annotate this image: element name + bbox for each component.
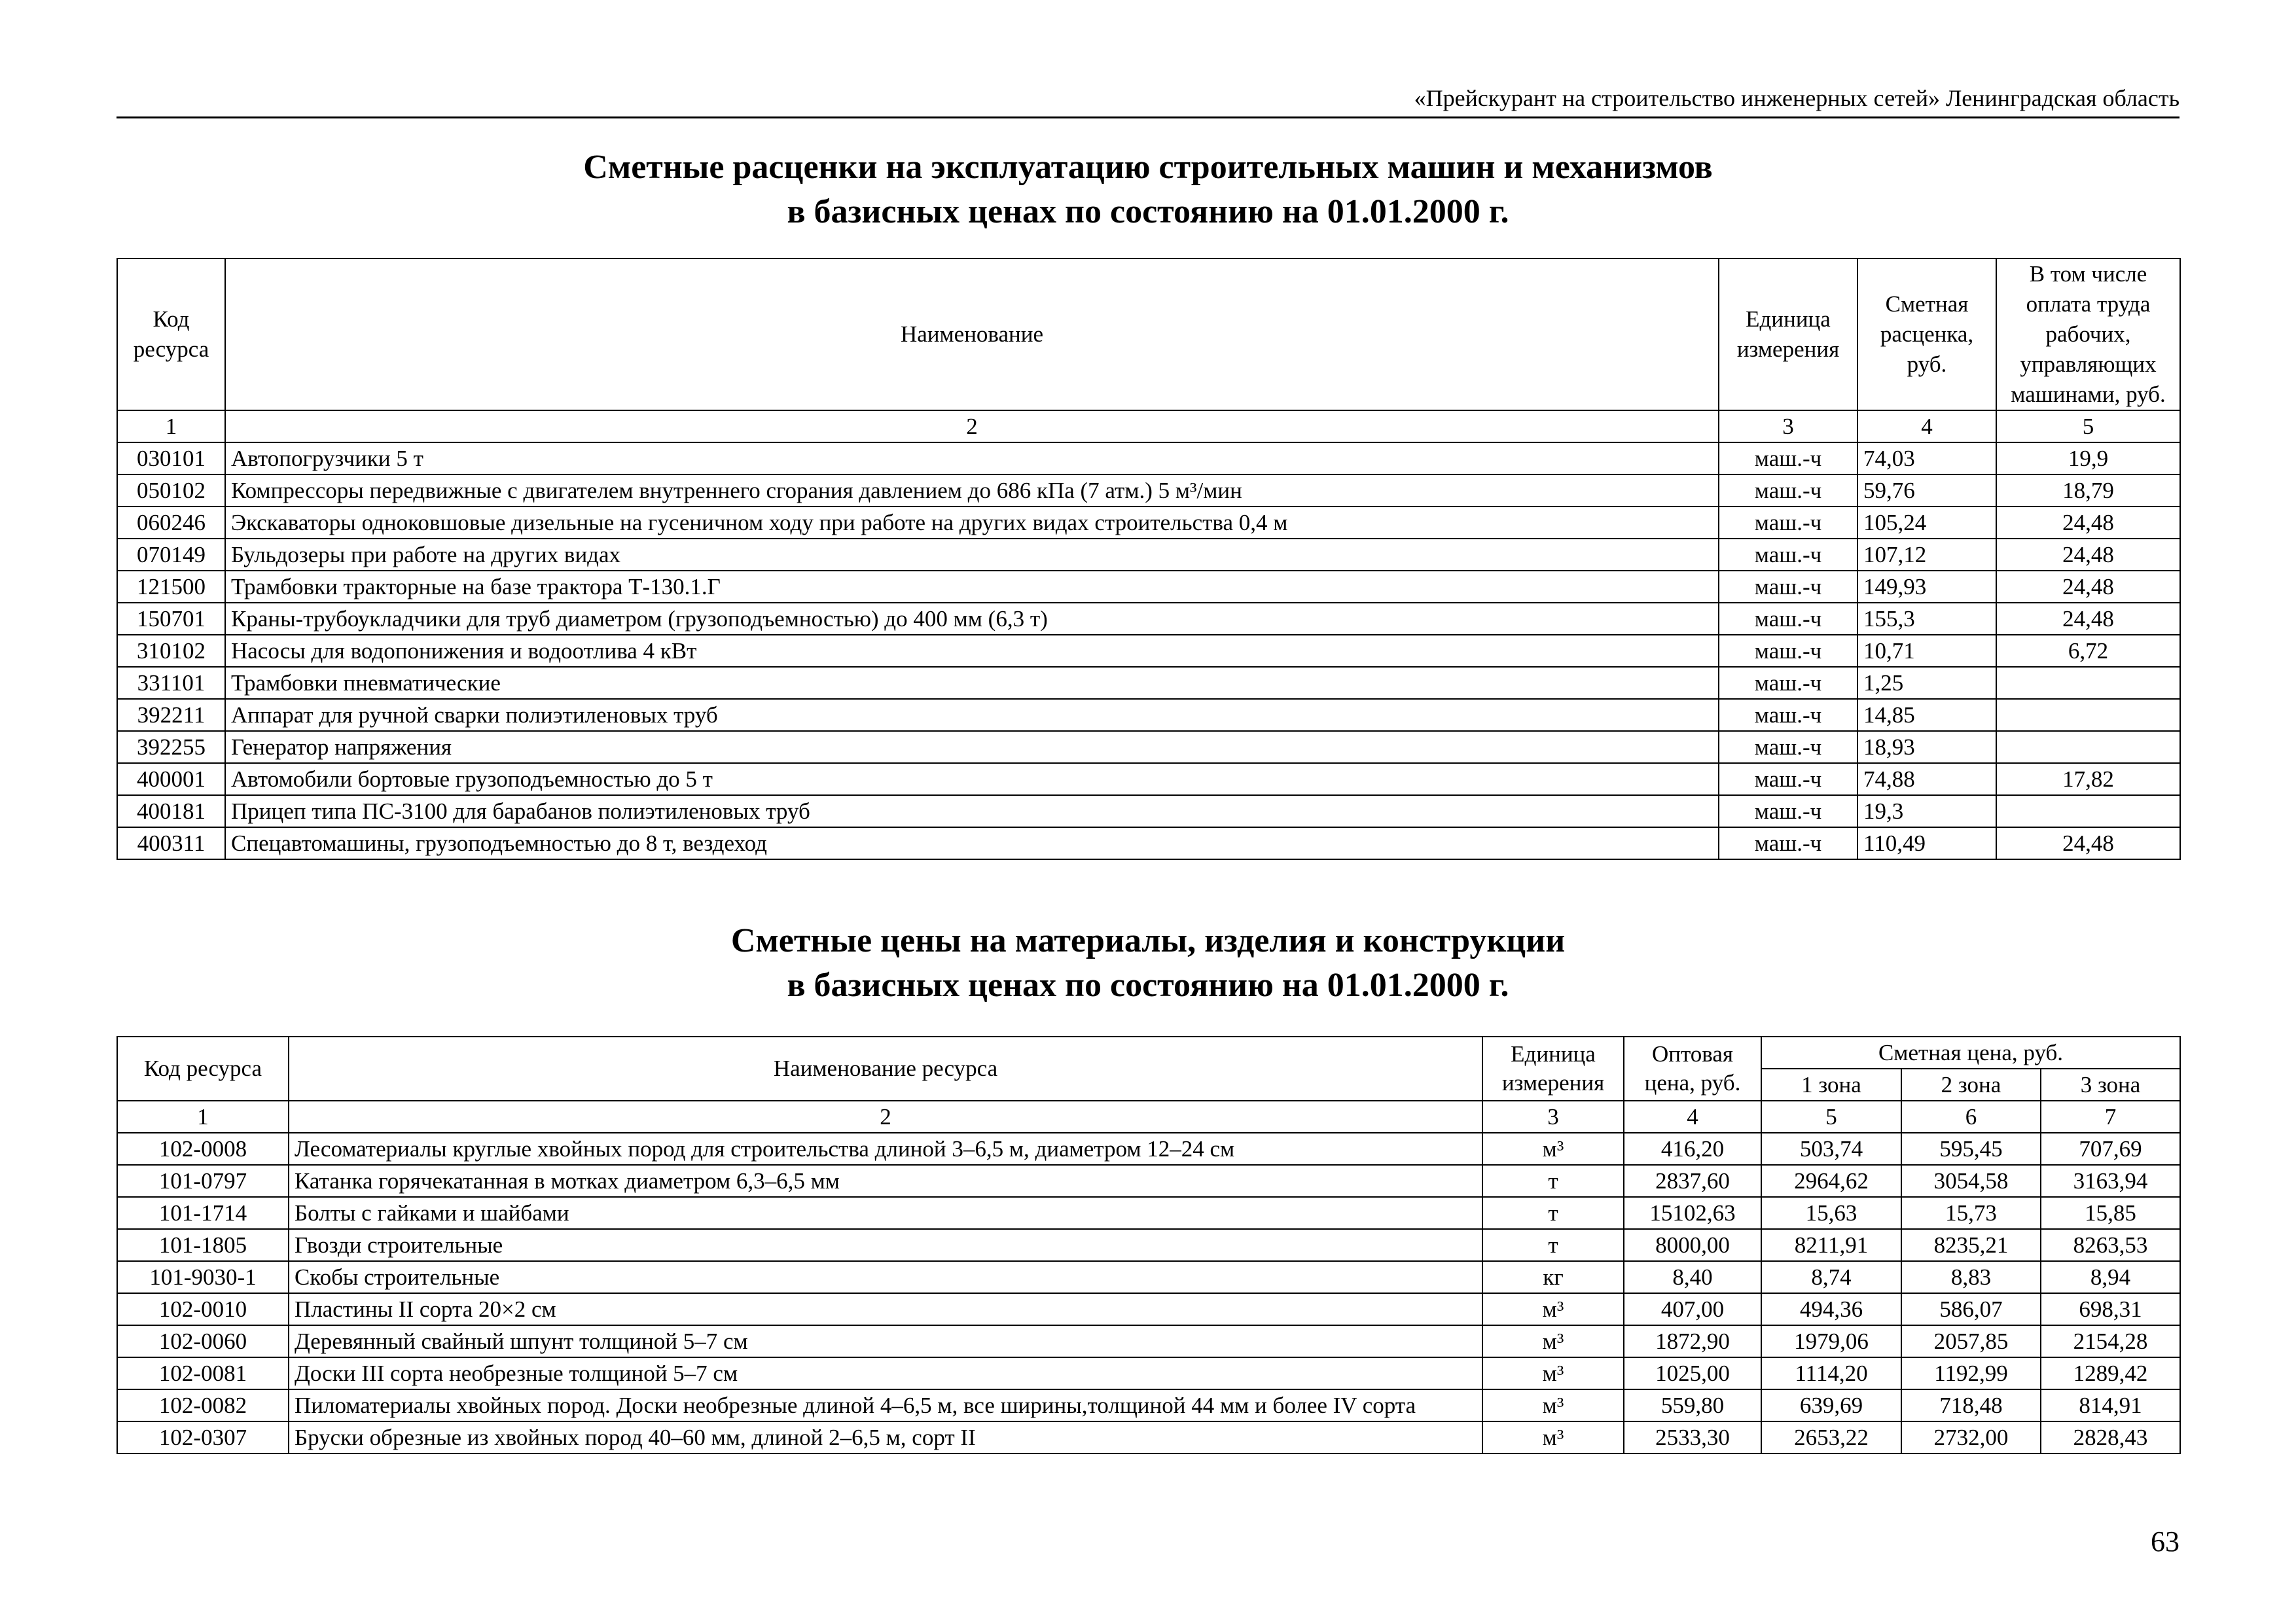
column-numbers-row — [117, 410, 2180, 442]
cell-zone-3: 2154,28 — [2041, 1325, 2180, 1357]
cell-wholesale: 15102,63 — [1624, 1197, 1761, 1229]
cell-code: 392255 — [117, 731, 225, 763]
cell-unit: маш.-ч — [1719, 699, 1857, 731]
cell-code: 060246 — [117, 507, 225, 539]
cell-code: 121500 — [117, 571, 225, 603]
cell-zone-2: 595,45 — [1901, 1133, 2041, 1165]
cell-zone-1: 2964,62 — [1761, 1165, 1901, 1197]
table-row — [117, 1133, 2180, 1165]
table-row — [117, 507, 2180, 539]
cell-rate: 10,71 — [1857, 635, 1996, 667]
cell-code: 400001 — [117, 763, 225, 795]
cell-zone-2: 2057,85 — [1901, 1325, 2041, 1357]
cell-name: Насосы для водопонижения и водоотлива 4 кВт — [225, 635, 1719, 667]
cell-zone-2: 3054,58 — [1901, 1165, 2041, 1197]
table-row — [117, 442, 2180, 474]
col-number: 2 — [289, 1101, 1482, 1133]
cell-zone-3: 2828,43 — [2041, 1421, 2180, 1454]
table-row — [117, 795, 2180, 827]
table-row — [117, 635, 2180, 667]
table-row — [117, 731, 2180, 763]
col-header-code: Код ресурса — [117, 259, 225, 410]
cell-rate: 74,88 — [1857, 763, 1996, 795]
column-numbers-row — [117, 1101, 2180, 1133]
cell-rate: 74,03 — [1857, 442, 1996, 474]
table-row — [117, 1197, 2180, 1229]
table-row — [117, 474, 2180, 507]
cell-zone-3: 814,91 — [2041, 1389, 2180, 1421]
cell-rate: 155,3 — [1857, 603, 1996, 635]
cell-labor — [1996, 731, 2180, 763]
col-header-estimate-group: Сметная цена, руб. — [1761, 1037, 2180, 1069]
cell-zone-1: 503,74 — [1761, 1133, 1901, 1165]
col-number: 6 — [1901, 1101, 2041, 1133]
cell-unit: м³ — [1482, 1325, 1624, 1357]
table-row — [117, 1261, 2180, 1293]
cell-rate: 107,12 — [1857, 539, 1996, 571]
machines-section-title — [117, 145, 2179, 234]
cell-code: 102-0082 — [117, 1389, 289, 1421]
cell-labor — [1996, 795, 2180, 827]
cell-unit: маш.-ч — [1719, 442, 1857, 474]
cell-wholesale: 416,20 — [1624, 1133, 1761, 1165]
col-number: 7 — [2041, 1101, 2180, 1133]
cell-code: 030101 — [117, 442, 225, 474]
cell-zone-3: 8,94 — [2041, 1261, 2180, 1293]
cell-labor: 24,48 — [1996, 507, 2180, 539]
cell-zone-1: 1979,06 — [1761, 1325, 1901, 1357]
table-row — [117, 1165, 2180, 1197]
table-row — [117, 1325, 2180, 1357]
cell-code: 101-1714 — [117, 1197, 289, 1229]
col-header-unit: Единица измерения — [1719, 259, 1857, 410]
cell-code: 070149 — [117, 539, 225, 571]
table-row — [117, 539, 2180, 571]
cell-name: Генератор напряжения — [225, 731, 1719, 763]
cell-name: Доски III сорта необрезные толщиной 5–7 см — [289, 1357, 1482, 1389]
cell-zone-2: 1192,99 — [1901, 1357, 2041, 1389]
cell-unit: маш.-ч — [1719, 827, 1857, 859]
col-number: 1 — [117, 410, 225, 442]
cell-name: Катанка горячекатанная в мотках диаметром 6,3–6,5 мм — [289, 1165, 1482, 1197]
cell-zone-1: 2653,22 — [1761, 1421, 1901, 1454]
cell-code: 392211 — [117, 699, 225, 731]
col-header-name: Наименование — [225, 259, 1719, 410]
cell-unit: м³ — [1482, 1133, 1624, 1165]
col-number: 1 — [117, 1101, 289, 1133]
cell-zone-1: 1114,20 — [1761, 1357, 1901, 1389]
cell-name: Экскаваторы одноковшовые дизельные на гусеничном ходу при работе на других видах строительства 0,4 м — [225, 507, 1719, 539]
table-row — [117, 1357, 2180, 1389]
cell-unit: маш.-ч — [1719, 571, 1857, 603]
page-number: 63 — [2151, 1525, 2179, 1558]
col-header-labor: В том числе оплата труда рабочих, управляющих машинами, руб. — [1996, 259, 2180, 410]
cell-labor: 24,48 — [1996, 571, 2180, 603]
cell-unit: маш.-ч — [1719, 474, 1857, 507]
cell-code: 101-0797 — [117, 1165, 289, 1197]
cell-unit: маш.-ч — [1719, 795, 1857, 827]
cell-unit: м³ — [1482, 1357, 1624, 1389]
table-row — [117, 667, 2180, 699]
col-header-rate: Сметная расценка, руб. — [1857, 259, 1996, 410]
cell-name: Деревянный свайный шпунт толщиной 5–7 см — [289, 1325, 1482, 1357]
cell-wholesale: 2837,60 — [1624, 1165, 1761, 1197]
cell-name: Скобы строительные — [289, 1261, 1482, 1293]
cell-zone-1: 639,69 — [1761, 1389, 1901, 1421]
col-header-unit: Единица измерения — [1482, 1037, 1624, 1101]
cell-name: Автопогрузчики 5 т — [225, 442, 1719, 474]
cell-zone-3: 707,69 — [2041, 1133, 2180, 1165]
col-header-code: Код ресурса — [117, 1037, 289, 1101]
materials-title-line-1: Сметные цены на материалы, изделия и конструкции — [730, 922, 1566, 959]
table-row — [117, 1389, 2180, 1421]
cell-unit: маш.-ч — [1719, 635, 1857, 667]
cell-name: Аппарат для ручной сварки полиэтиленовых труб — [225, 699, 1719, 731]
cell-zone-3: 1289,42 — [2041, 1357, 2180, 1389]
cell-name: Лесоматериалы круглые хвойных пород для строительства длиной 3–6,5 м, диаметром 12–24 см — [289, 1133, 1482, 1165]
cell-zone-3: 8263,53 — [2041, 1229, 2180, 1261]
materials-table-body — [117, 1133, 2180, 1454]
cell-code: 400311 — [117, 827, 225, 859]
cell-code: 102-0060 — [117, 1325, 289, 1357]
cell-rate: 105,24 — [1857, 507, 1996, 539]
table-row — [117, 699, 2180, 731]
cell-unit: маш.-ч — [1719, 731, 1857, 763]
col-number: 3 — [1719, 410, 1857, 442]
cell-code: 101-1805 — [117, 1229, 289, 1261]
cell-labor: 24,48 — [1996, 603, 2180, 635]
table-row — [117, 1293, 2180, 1325]
cell-wholesale: 1872,90 — [1624, 1325, 1761, 1357]
cell-labor: 17,82 — [1996, 763, 2180, 795]
cell-unit: маш.-ч — [1719, 539, 1857, 571]
cell-labor: 24,48 — [1996, 539, 2180, 571]
col-number: 2 — [225, 410, 1719, 442]
cell-zone-2: 586,07 — [1901, 1293, 2041, 1325]
cell-unit: м³ — [1482, 1389, 1624, 1421]
cell-name: Автомобили бортовые грузоподъемностью до 5 т — [225, 763, 1719, 795]
col-number: 4 — [1624, 1101, 1761, 1133]
col-header-name: Наименование ресурса — [289, 1037, 1482, 1101]
running-header: «Прейскурант на строительство инженерных сетей» Ленинградская область — [117, 84, 2179, 118]
cell-zone-2: 718,48 — [1901, 1389, 2041, 1421]
cell-unit: м³ — [1482, 1421, 1624, 1454]
col-header-zone-2: 2 зона — [1901, 1069, 2041, 1101]
materials-section-title — [117, 919, 2179, 1008]
table-row — [117, 1421, 2180, 1454]
cell-labor — [1996, 667, 2180, 699]
cell-labor: 19,9 — [1996, 442, 2180, 474]
col-number: 5 — [1996, 410, 2180, 442]
cell-labor — [1996, 699, 2180, 731]
col-number: 5 — [1761, 1101, 1901, 1133]
cell-unit: кг — [1482, 1261, 1624, 1293]
cell-rate: 1,25 — [1857, 667, 1996, 699]
machines-table-body — [117, 442, 2180, 859]
cell-code: 102-0081 — [117, 1357, 289, 1389]
cell-unit: т — [1482, 1165, 1624, 1197]
cell-unit: маш.-ч — [1719, 667, 1857, 699]
cell-zone-1: 8,74 — [1761, 1261, 1901, 1293]
cell-name: Трамбовки тракторные на базе трактора Т-130.1.Г — [225, 571, 1719, 603]
col-header-zone-1: 1 зона — [1761, 1069, 1901, 1101]
table-row — [117, 1229, 2180, 1261]
cell-labor: 18,79 — [1996, 474, 2180, 507]
table-row — [117, 827, 2180, 859]
cell-code: 400181 — [117, 795, 225, 827]
cell-name: Спецавтомашины, грузоподъемностью до 8 т, вездеход — [225, 827, 1719, 859]
cell-name: Краны-трубоукладчики для труб диаметром (грузоподъемностью) до 400 мм (6,3 т) — [225, 603, 1719, 635]
table-row — [117, 571, 2180, 603]
cell-rate: 18,93 — [1857, 731, 1996, 763]
cell-wholesale: 8,40 — [1624, 1261, 1761, 1293]
machines-table — [117, 258, 2181, 860]
cell-zone-3: 3163,94 — [2041, 1165, 2180, 1197]
cell-unit: маш.-ч — [1719, 507, 1857, 539]
cell-code: 150701 — [117, 603, 225, 635]
cell-wholesale: 2533,30 — [1624, 1421, 1761, 1454]
cell-rate: 110,49 — [1857, 827, 1996, 859]
cell-unit: м³ — [1482, 1293, 1624, 1325]
cell-rate: 14,85 — [1857, 699, 1996, 731]
cell-wholesale: 8000,00 — [1624, 1229, 1761, 1261]
cell-unit: маш.-ч — [1719, 763, 1857, 795]
cell-wholesale: 407,00 — [1624, 1293, 1761, 1325]
cell-labor: 6,72 — [1996, 635, 2180, 667]
cell-zone-2: 8,83 — [1901, 1261, 2041, 1293]
cell-name: Пиломатериалы хвойных пород. Доски необрезные длиной 4–6,5 м, все ширины,толщиной 44 мм и более IV сорта — [289, 1389, 1482, 1421]
cell-name: Бульдозеры при работе на других видах — [225, 539, 1719, 571]
cell-code: 101-9030-1 — [117, 1261, 289, 1293]
cell-unit: т — [1482, 1229, 1624, 1261]
cell-name: Трамбовки пневматические — [225, 667, 1719, 699]
cell-zone-3: 15,85 — [2041, 1197, 2180, 1229]
cell-code: 331101 — [117, 667, 225, 699]
cell-rate: 59,76 — [1857, 474, 1996, 507]
cell-name: Бруски обрезные из хвойных пород 40–60 мм, длиной 2–6,5 м, сорт II — [289, 1421, 1482, 1454]
cell-name: Гвозди строительные — [289, 1229, 1482, 1261]
cell-rate: 19,3 — [1857, 795, 1996, 827]
cell-zone-3: 698,31 — [2041, 1293, 2180, 1325]
cell-zone-2: 15,73 — [1901, 1197, 2041, 1229]
cell-wholesale: 1025,00 — [1624, 1357, 1761, 1389]
table-row — [117, 763, 2180, 795]
machines-title-line-2: в базисных ценах по состоянию на 01.01.2000 г. — [787, 193, 1509, 230]
materials-table — [117, 1036, 2181, 1454]
cell-code: 102-0010 — [117, 1293, 289, 1325]
cell-unit: т — [1482, 1197, 1624, 1229]
cell-name: Пластины II сорта 20×2 см — [289, 1293, 1482, 1325]
col-header-zone-3: 3 зона — [2041, 1069, 2180, 1101]
col-number: 3 — [1482, 1101, 1624, 1133]
cell-code: 102-0008 — [117, 1133, 289, 1165]
cell-zone-2: 2732,00 — [1901, 1421, 2041, 1454]
materials-title-line-2: в базисных ценах по состоянию на 01.01.2000 г. — [787, 967, 1509, 1004]
cell-zone-1: 494,36 — [1761, 1293, 1901, 1325]
cell-code: 050102 — [117, 474, 225, 507]
cell-name: Компрессоры передвижные с двигателем внутреннего сгорания давлением до 686 кПа (7 атм.) 5 м³/мин — [225, 474, 1719, 507]
cell-name: Прицеп типа ПС-3100 для барабанов полиэтиленовых труб — [225, 795, 1719, 827]
cell-wholesale: 559,80 — [1624, 1389, 1761, 1421]
table-row — [117, 603, 2180, 635]
cell-code: 102-0307 — [117, 1421, 289, 1454]
col-number: 4 — [1857, 410, 1996, 442]
cell-unit: маш.-ч — [1719, 603, 1857, 635]
col-header-wholesale: Оптовая цена, руб. — [1624, 1037, 1761, 1101]
cell-code: 310102 — [117, 635, 225, 667]
cell-zone-2: 8235,21 — [1901, 1229, 2041, 1261]
cell-labor: 24,48 — [1996, 827, 2180, 859]
cell-rate: 149,93 — [1857, 571, 1996, 603]
machines-title-line-1: Сметные расценки на эксплуатацию строительных машин и механизмов — [583, 149, 1713, 186]
cell-zone-1: 15,63 — [1761, 1197, 1901, 1229]
cell-zone-1: 8211,91 — [1761, 1229, 1901, 1261]
cell-name: Болты с гайками и шайбами — [289, 1197, 1482, 1229]
